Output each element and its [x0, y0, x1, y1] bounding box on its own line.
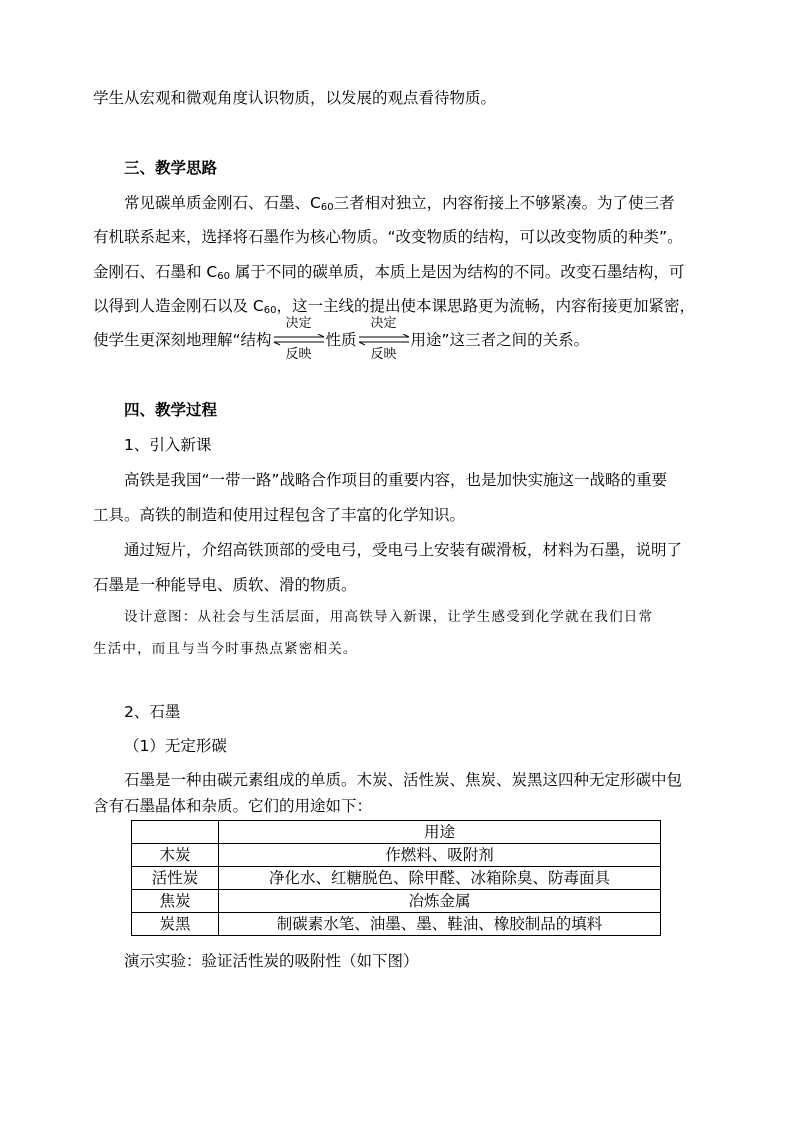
table-cell: 木炭	[132, 844, 219, 867]
text: 以得到人造金刚石以及 C	[93, 297, 264, 315]
double-arrow-1	[272, 316, 326, 362]
sub1-heading: 1、引入新课	[124, 436, 212, 454]
text: 金刚石、石墨和 C	[93, 263, 218, 281]
table-cell: 冶炼金属	[219, 890, 661, 913]
text: 属于不同的碳单质，本质上是因为结构的不同。改变石墨结构，可	[230, 263, 685, 281]
arrow-label-bottom: 反映	[370, 347, 397, 362]
table-cell: 净化水、红糖脱色、除甲醛、冰箱除臭、防毒面具	[219, 867, 661, 890]
arrow-label-bottom: 反映	[285, 347, 312, 362]
arrow-label-top: 决定	[285, 316, 312, 331]
sub2a-heading: （1）无定形碳	[124, 737, 227, 755]
section3-line3	[93, 262, 703, 287]
table-header-cell	[132, 821, 219, 844]
text: 性质	[325, 331, 357, 349]
text: ，这一主线的提出使本课思路更为流畅，内容衔接更加紧密，	[276, 297, 696, 315]
section3-line2: 有机联系起来，选择将石墨作为核心物质。“改变物质的结构，可以改变物质的种类”。	[93, 228, 683, 246]
s1-line2: 工具。高铁的制造和使用过程包含了丰富的化学知识。	[93, 506, 466, 524]
table-header-row	[132, 821, 661, 844]
table-row	[132, 844, 661, 867]
text: 使学生更深刻地理解“结构	[93, 331, 272, 349]
subscript: 60	[263, 305, 277, 316]
table-cell: 活性炭	[132, 867, 219, 890]
s2-line1: 石墨是一种由碳元素组成的单质。木炭、活性炭、焦炭、炭黑这四种无定形碳中包	[124, 771, 683, 789]
subscript: 60	[217, 271, 230, 282]
section3-line1	[124, 193, 734, 218]
table-row	[132, 867, 661, 890]
s1-line1: 高铁是我国“一带一路”战略合作项目的重要内容，也是加快实施这一战略的重要	[124, 471, 668, 489]
intro-line: 学生从宏观和微观角度认识物质，以发展的观点看待物质。	[93, 89, 497, 107]
table-cell: 制碳素水笔、油墨、墨、鞋油、橡胶制品的填料	[219, 913, 661, 936]
table-row	[132, 890, 661, 913]
text: 三者相对独立，内容衔接上不够紧凑。为了使三者	[333, 194, 675, 212]
table-cell: 作燃料、吸附剂	[219, 844, 661, 867]
s1-line4: 石墨是一种能导电、质软、滑的物质。	[93, 576, 357, 594]
table-row	[132, 913, 661, 936]
arrow-label-top: 决定	[370, 316, 397, 331]
table-cell: 炭黑	[132, 913, 219, 936]
design-intent-line2: 生活中，而且与当今时事热点紧密相关。	[93, 641, 358, 657]
table-cell: 焦炭	[132, 890, 219, 913]
demo-line: 演示实验：验证活性炭的吸附性（如下图）	[124, 952, 419, 970]
text: 用途”这三者之间的关系。	[410, 331, 590, 349]
double-arrow-icon	[272, 334, 326, 346]
text: 常见碳单质金刚石、石墨、C	[124, 194, 321, 212]
double-arrow-2	[357, 316, 411, 362]
section3-heading: 三、教学思路	[124, 159, 218, 177]
sub2-heading: 2、石墨	[124, 703, 181, 721]
design-intent-line1: 设计意图：从社会与生活层面，用高铁导入新课，让学生感受到化学就在我们日常	[124, 609, 654, 625]
section4-heading: 四、教学过程	[124, 401, 218, 419]
double-arrow-icon	[357, 334, 411, 346]
s1-line3: 通过短片，介绍高铁顶部的受电弓，受电弓上安装有碳滑板，材料为石墨，说明了	[124, 541, 683, 559]
table-header-cell: 用途	[219, 821, 661, 844]
usage-table	[131, 820, 661, 936]
s2-line2: 含有石墨晶体和杂质。它们的用途如下：	[93, 797, 373, 815]
section3-line5	[93, 316, 703, 362]
subscript: 60	[320, 202, 334, 213]
